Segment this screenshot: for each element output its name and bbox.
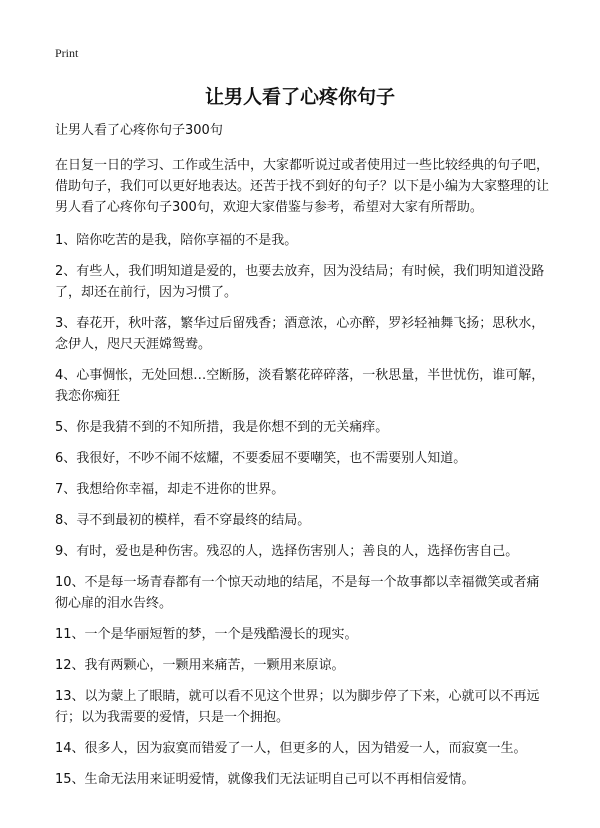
list-item: 9、有时，爱也是种伤害。残忍的人，选择伤害别人；善良的人，选择伤害自己。 [55,544,519,559]
list-item: 11、一个是华丽短暂的梦，一个是残酷漫长的现实。 [55,627,358,642]
list-item: 12、我有两颗心，一颗用来痛苦，一颗用来原谅。 [55,658,345,673]
list-item: 6、我很好，不吵不闹不炫耀，不要委屈不要嘲笑，也不需要别人知道。 [55,451,467,466]
list-item: 15、生命无法用来证明爱情，就像我们无法证明自己可以不再相信爱情。 [55,772,475,787]
list-item: 8、寻不到最初的模样，看不穿最终的结局。 [55,513,311,528]
list-item: 2、有些人，我们明知道是爱的，也要去放弃，因为没结局；有时候，我们明知道没路了，却还在前行，因为习惯了。 [55,264,545,300]
list-item: 10、不是每一场青春都有一个惊天动地的结尾，不是每一个故事都以幸福微笑或者痛彻心扉的泪水告终。 [55,575,540,611]
print-link[interactable]: Print [55,46,79,60]
subtitle: 让男人看了心疼你句子300句 [55,123,223,138]
list-item: 13、以为蒙上了眼睛，就可以看不见这个世界；以为脚步停了下来，心就可以不再远行；以为我需要的爱情，只是一个拥抱。 [55,689,540,725]
list-item: 7、我想给你幸福，却走不进你的世界。 [55,482,285,497]
article-body [55,120,550,800]
list-item: 5、你是我猜不到的不知所措，我是你想不到的无关痛痒。 [55,420,389,435]
intro-paragraph: 在日复一日的学习、工作或生活中，大家都听说过或者使用过一些比较经典的句子吧，借助句子，我们可以更好地表达。还苦于找不到好的句子？以下是小编为大家整理的让男人看了心疼你句子300句，欢迎大家借鉴与参考，希望对大家有所帮助。 [55,158,550,215]
list-item: 4、心事惆怅，无处回想…空断肠，淡看繁花碎碎落，一秋思量，半世忧伤，谁可解，我恋你痴狂 [55,368,545,404]
list-item: 3、春花开，秋叶落，繁华过后留残香；酒意浓，心亦醉，罗衫轻袖舞飞扬；思秋水，念伊人，咫尺天涯嫦鸳鸯。 [55,316,545,352]
list-item: 1、陪你吃苦的是我，陪你享福的不是我。 [55,233,298,248]
page-title: 让男人看了心疼你句子 [204,86,395,108]
list-item: 14、很多人，因为寂寞而错爱了一人，但更多的人，因为错爱一人，而寂寞一生。 [55,741,527,756]
